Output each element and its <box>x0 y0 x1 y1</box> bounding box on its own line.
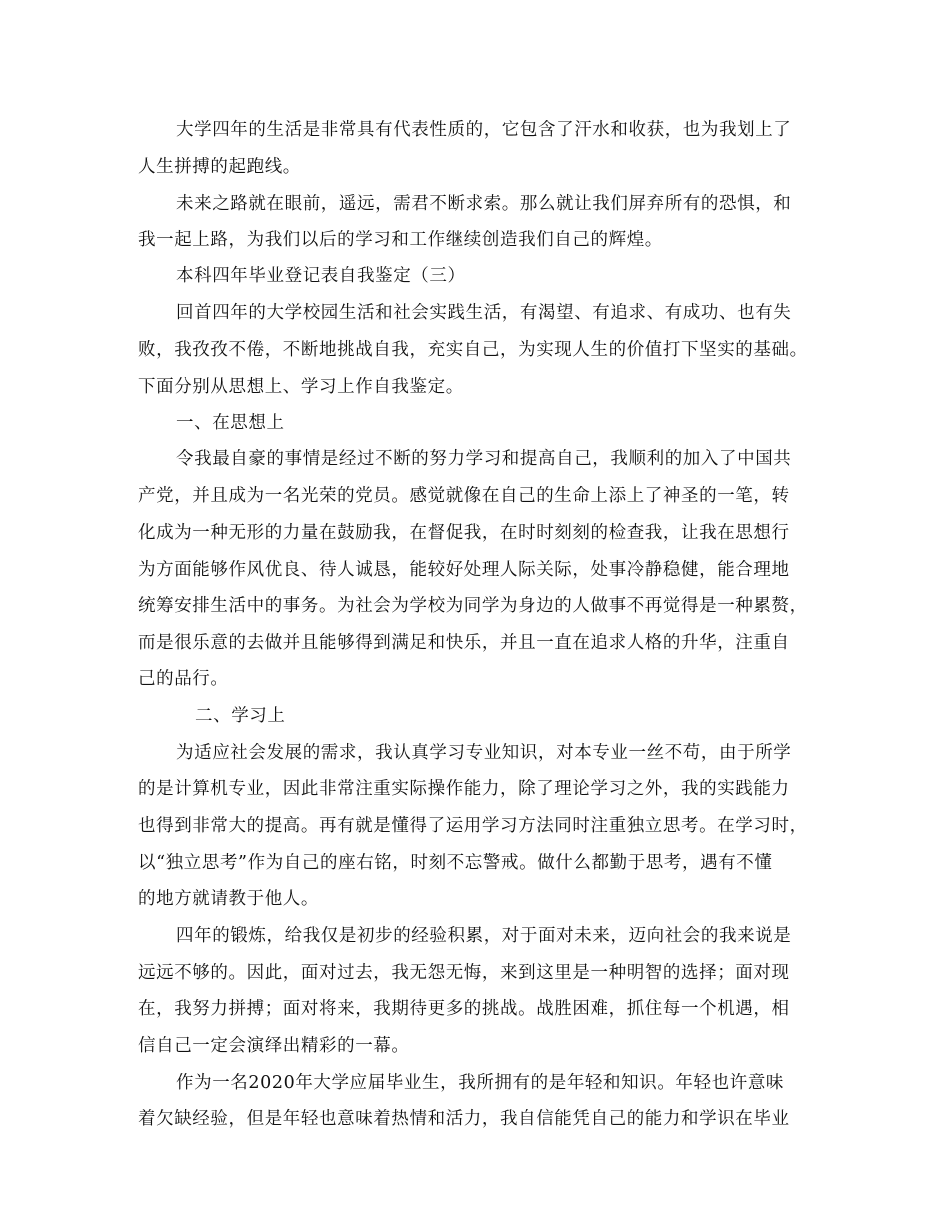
text-line-15: 而是很乐意的去做并且能够得到满足和快乐，并且一直在追求人格的升华，注重自 <box>138 633 790 653</box>
text-line-14: 统筹安排生活中的事务。为社会为学校为同学为身边的人做事不再觉得是一种累赘， <box>138 596 808 616</box>
text-line-18: 为适应社会发展的需求，我认真学习专业知识，对本专业一丝不苟，由于所学 <box>176 743 792 763</box>
text-line-13: 为方面能够作风优良、待人诚恳，能较好处理人际关际，处事冷静稳健，能合理地 <box>138 560 790 580</box>
text-line-4: 我一起上路，为我们以后的学习和工作继续创造我们自己的辉煌。 <box>138 230 663 250</box>
text-line-21: 以“独立思考”作为自己的座右铭，时刻不忘警戒。做什么都勤于思考，遇有不懂 <box>138 853 773 873</box>
text-line-11: 产党，并且成为一名光荣的党员。感觉就像在自己的生命上添上了神圣的一笔，转 <box>138 486 790 506</box>
text-line-7: 败，我孜孜不倦，不断地挑战自我，充实自己，为实现人生的价值打下坚实的基础。 <box>138 340 808 360</box>
text-line-26: 信自己一定会演绎出精彩的一幕。 <box>138 1036 410 1056</box>
subheading-study: 二、学习上 <box>195 706 286 726</box>
text-line-1: 大学四年的生活是非常具有代表性质的，它包含了汗水和收获，也为我划上了 <box>176 120 792 140</box>
text-line-10: 令我最自豪的事情是经过不断的努力学习和提高自己，我顺利的加入了中国共 <box>176 449 792 469</box>
text-line-12: 化成为一种无形的力量在鼓励我，在督促我，在时时刻刻的检查我，让我在思想行 <box>138 523 790 543</box>
text-line-27: 作为一名2020年大学应届毕业生，我所拥有的是年轻和知识。年轻也许意味 <box>176 1073 785 1093</box>
text-line-20: 也得到非常大的提高。再有就是懂得了运用学习方法同时注重独立思考。在学习时， <box>138 816 808 836</box>
text-line-24: 远远不够的。因此，面对过去，我无怨无悔，来到这里是一种明智的选择；面对现 <box>138 963 790 983</box>
text-line-28: 着欠缺经验，但是年轻也意味着热情和活力，我自信能凭自己的能力和学识在毕业 <box>138 1109 790 1129</box>
text-line-8: 下面分别从思想上、学习上作自我鉴定。 <box>138 377 464 397</box>
text-line-6: 回首四年的大学校园生活和社会实践生活，有渴望、有追求、有成功、也有失 <box>176 303 792 323</box>
text-line-23: 四年的锻炼，给我仅是初步的经验积累，对于面对未来，迈向社会的我来说是 <box>176 926 792 946</box>
text-line-16: 己的品行。 <box>138 669 229 689</box>
text-line-25: 在，我努力拼搏；面对将来，我期待更多的挑战。战胜困难，抓住每一个机遇，相 <box>138 999 790 1019</box>
text-line-2: 人生拼搏的起跑线。 <box>138 157 301 177</box>
text-line-22: 的地方就请教于他人。 <box>138 889 319 909</box>
section-heading-3: 本科四年毕业登记表自我鉴定（三） <box>176 266 466 286</box>
subheading-thought: 一、在思想上 <box>176 413 285 433</box>
text-line-3: 未来之路就在眼前，遥远，需君不断求索。那么就让我们屏弃所有的恐惧，和 <box>176 194 792 214</box>
text-line-19: 的是计算机专业，因此非常注重实际操作能力，除了理论学习之外，我的实践能力 <box>138 779 790 799</box>
